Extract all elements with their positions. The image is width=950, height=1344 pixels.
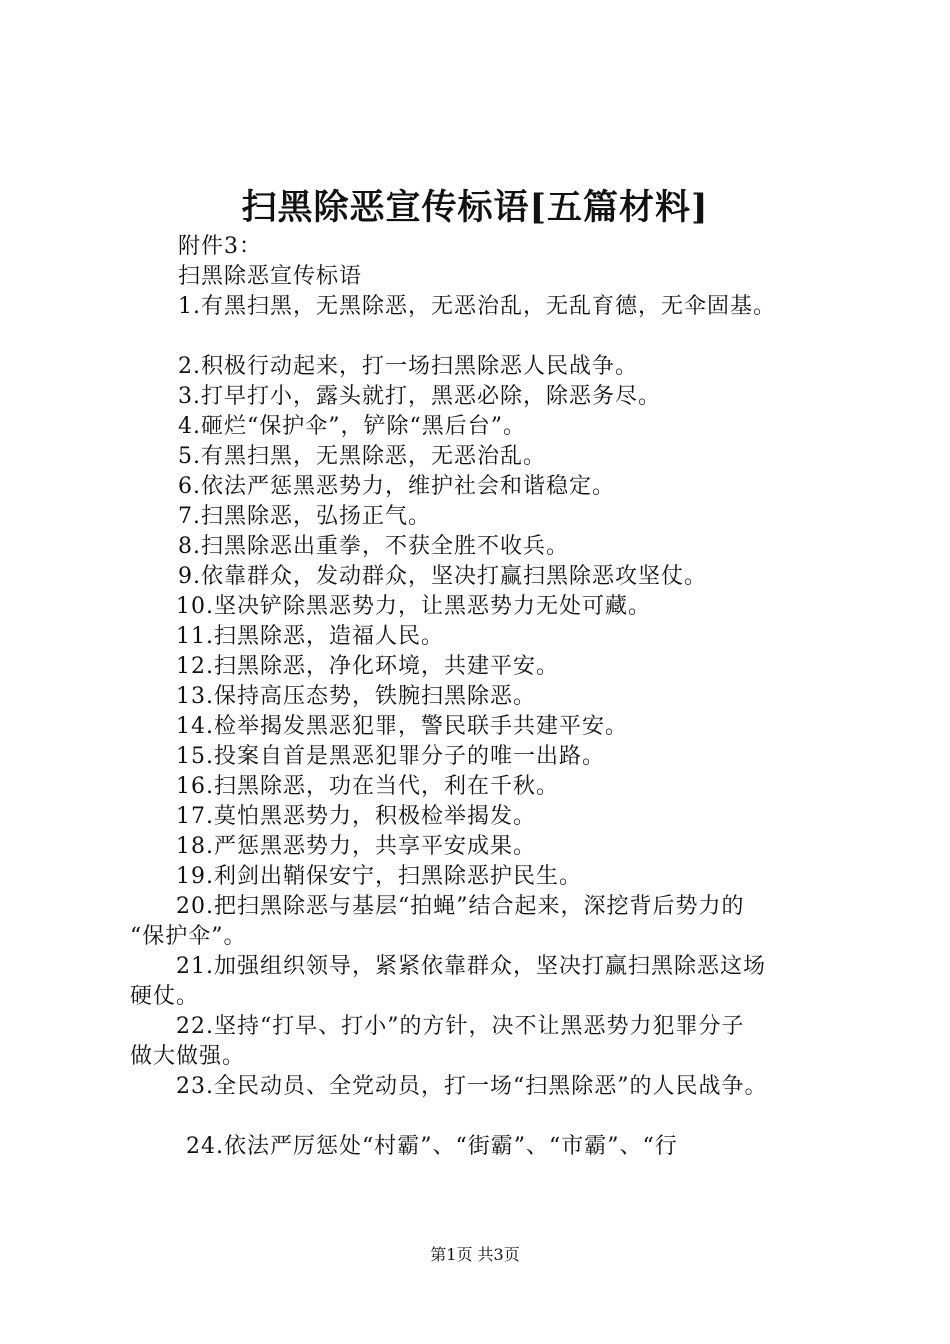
paragraph-gap	[130, 1102, 850, 1132]
slogan-line: 13.保持高压态势，铁腕扫黑除恶。	[176, 684, 536, 709]
slogan-line-continuation: 硬仗。	[130, 984, 200, 1009]
attachment-label: 附件3：	[178, 234, 262, 259]
slogan-line: 24.依法严厉惩处“村霸”、“街霸”、“市霸”、“行	[186, 1134, 678, 1159]
slogan-line: 19.利剑出鞘保安宁，扫黑除恶护民生。	[176, 864, 582, 889]
paragraph-gap	[130, 322, 850, 352]
slogan-line: 2.积极行动起来，打一场扫黑除恶人民战争。	[178, 354, 638, 379]
page-footer: 第1页 共3页	[430, 1245, 520, 1264]
slogan-line: 21.加强组织领导，紧紧依靠群众，坚决打赢扫黑除恶这场	[176, 954, 766, 979]
slogan-line: 3.打早打小，露头就打，黑恶必除，除恶务尽。	[178, 384, 661, 409]
slogan-line: 20.把扫黑除恶与基层“拍蝇”结合起来，深挖背后势力的	[176, 894, 745, 919]
slogan-line: 4.砸烂“保护伞”，铲除“黑后台”。	[178, 414, 526, 439]
slogan-line: 7.扫黑除恶，弘扬正气。	[178, 504, 431, 529]
slogan-line: 11.扫黑除恶，造福人民。	[176, 624, 444, 649]
slogan-line: 17.莫怕黑恶势力，积极检举揭发。	[176, 804, 536, 829]
slogan-line: 6.依法严惩黑恶势力，维护社会和谐稳定。	[178, 474, 615, 499]
slogan-line: 18.严惩黑恶势力，共享平安成果。	[176, 834, 536, 859]
section-heading: 扫黑除恶宣传标语	[178, 264, 363, 289]
slogan-line: 9.依靠群众，发动群众，坚决打赢扫黑除恶攻坚仗。	[178, 564, 707, 589]
slogan-line: 15.投案自首是黑恶犯罪分子的唯一出路。	[176, 744, 605, 769]
slogan-line: 14.检举揭发黑恶犯罪，警民联手共建平安。	[176, 714, 628, 739]
document-body	[130, 232, 850, 1162]
document-title: 扫黑除恶宣传标语[五篇材料]	[241, 187, 709, 228]
slogan-line-continuation: “保护伞”。	[130, 924, 247, 949]
slogan-line: 23.全民动员、全党动员，打一场“扫黑除恶”的人民战争。	[176, 1074, 768, 1099]
slogan-line: 16.扫黑除恶，功在当代，利在千秋。	[176, 774, 559, 799]
slogan-line: 1.有黑扫黑，无黑除恶，无恶治乱，无乱育德，无伞固基。	[178, 294, 776, 319]
slogan-line: 22.坚持“打早、打小”的方针，决不让黑恶势力犯罪分子	[176, 1014, 745, 1039]
slogan-line: 10.坚决铲除黑恶势力，让黑恶势力无处可藏。	[176, 594, 651, 619]
slogan-line-continuation: 做大做强。	[130, 1044, 246, 1069]
slogan-line: 5.有黑扫黑，无黑除恶，无恶治乱。	[178, 444, 546, 469]
slogan-line: 12.扫黑除恶，净化环境，共建平安。	[176, 654, 559, 679]
slogan-line: 8.扫黑除恶出重拳，不获全胜不收兵。	[178, 534, 569, 559]
